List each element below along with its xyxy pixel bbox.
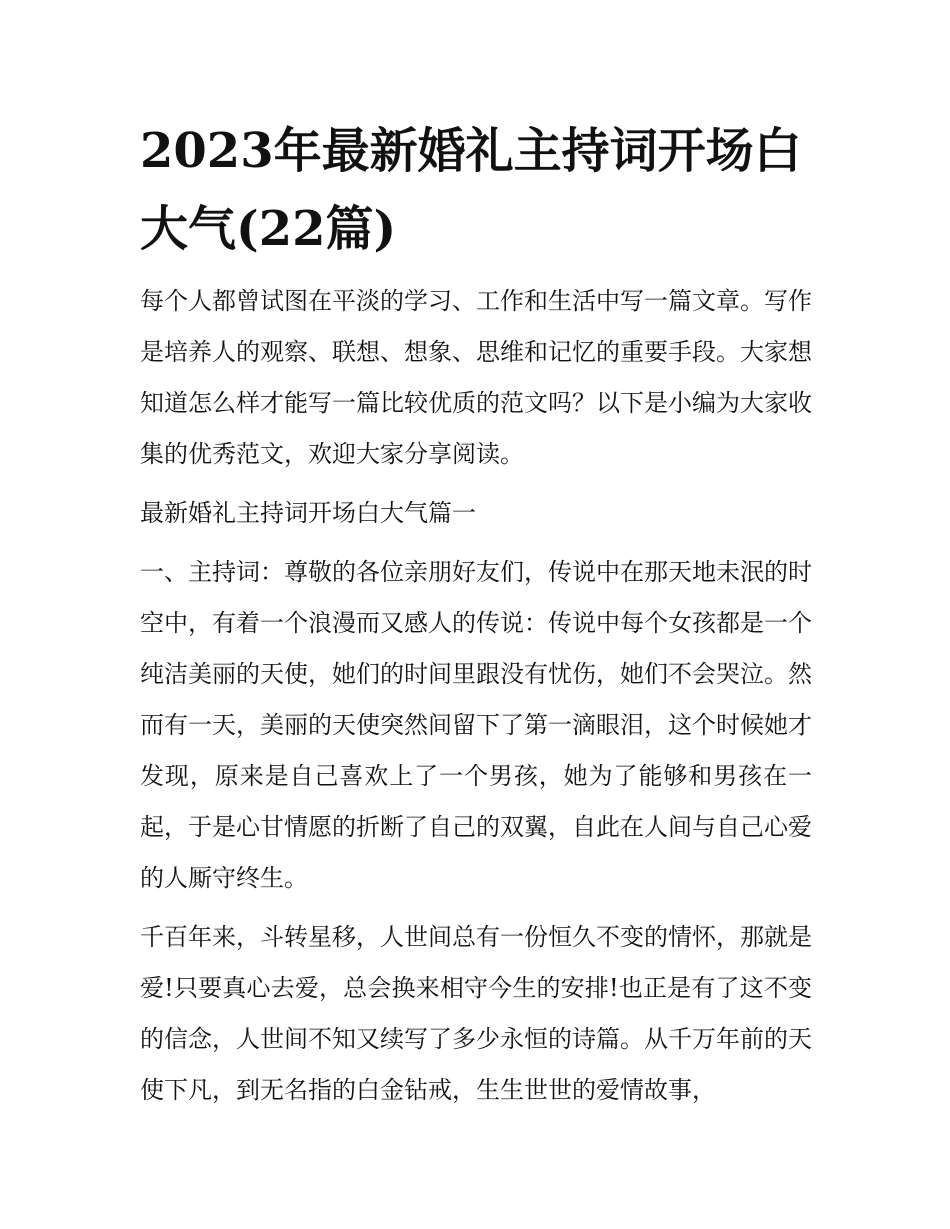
- title-text: 年最新婚礼主持词开场白大气(22篇): [140, 123, 802, 257]
- section-heading: 最新婚礼主持词开场白大气篇一: [140, 499, 476, 527]
- title-year: 2023: [140, 123, 274, 179]
- body-paragraph-2: 千百年来，斗转星移，人世间总有一份恒久不变的情怀，那就是爱!只要真心去爱，总会换来相守今生的安排!也正是有了这不变的信念，人世间不知又续写了多少永恒的诗篇。从千万年前的天使下凡，到无名指的白金钻戒，生生世世的爱情故事，: [140, 923, 812, 1104]
- body-paragraph-1: 一、主持词：尊敬的各位亲朋好友们，传说中在那天地未泯的时空中，有着一个浪漫而又感人的传说：传说中每个女孩都是一个纯洁美丽的天使，她们的时间里跟没有忧伤，她们不会哭泣。然而有一天，美丽的天使突然间留下了第一滴眼泪，这个时候她才发现，原来是自己喜欢上了一个男孩，她为了能够和男孩在一起，于是心甘情愿的折断了自己的双翼，自此在人间与自己心爱的人厮守终生。: [140, 558, 812, 892]
- document-title: [140, 112, 830, 268]
- intro-paragraph: 每个人都曾试图在平淡的学习、工作和生活中写一篇文章。写作是培养人的观察、联想、想象、思维和记忆的重要手段。大家想知道怎么样才能写一篇比较优质的范文吗？以下是小编为大家收集的优秀范文，欢迎大家分享阅读。: [140, 287, 812, 468]
- document-body: [140, 276, 812, 1124]
